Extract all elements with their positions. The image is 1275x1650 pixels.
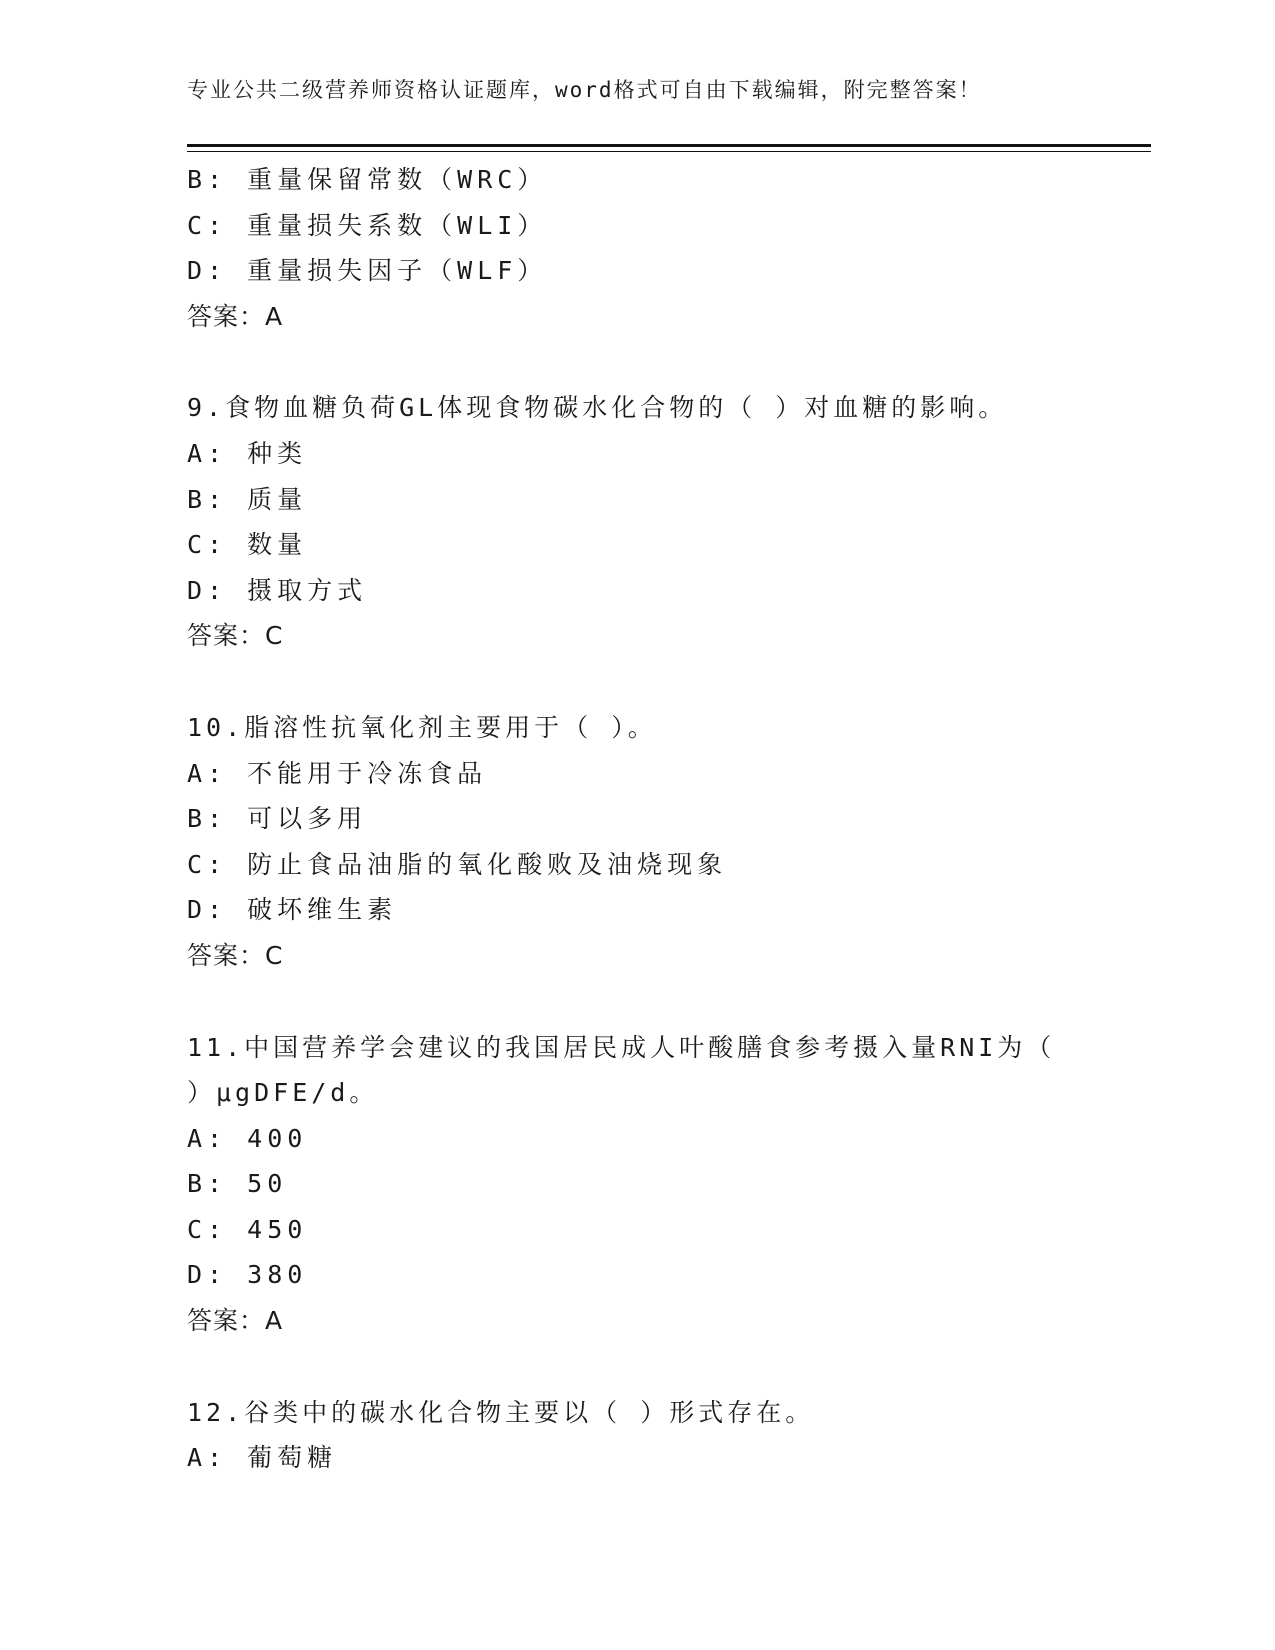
answer-line: 答案：A — [187, 1306, 284, 1336]
option-b: B: 重量保留常数（WRC） — [187, 165, 548, 194]
option-b: B: 质量 — [187, 484, 308, 514]
answer-line: 答案：C — [187, 940, 284, 970]
option-a: A: 不能用于冷冻食品 — [187, 758, 488, 788]
question-stem: 12.谷类中的碳水化合物主要以（ ）形式存在。 — [187, 1397, 815, 1427]
option-c: C: 防止食品油脂的氧化酸败及油烧现象 — [187, 849, 728, 879]
option-d: D: 破坏维生素 — [187, 895, 398, 925]
question-stem: 9.食物血糖负荷GL体现食物碳水化合物的（ ）对血糖的影响。 — [187, 393, 1008, 423]
option-b: B: 可以多用 — [187, 804, 368, 834]
option-c: C: 重量损失系数（WLI） — [187, 210, 548, 240]
option-c: C: 450 — [187, 1214, 308, 1244]
option-d: D: 380 — [187, 1260, 308, 1290]
option-d: D: 重量损失因子（WLF） — [187, 256, 548, 286]
answer-line: 答案：A — [187, 301, 284, 331]
option-a: A: 种类 — [187, 438, 308, 468]
continuation-block — [187, 157, 1151, 339]
header-rule-thick — [187, 144, 1151, 147]
question-12 — [187, 1390, 1151, 1481]
header-rule-thin — [187, 151, 1151, 152]
page-header: 专业公共二级营养师资格认证题库，word格式可自由下载编辑，附完整答案！ — [187, 78, 982, 102]
answer-line: 答案：C — [187, 621, 284, 651]
question-9 — [187, 385, 1151, 659]
option-b: B: 50 — [187, 1169, 288, 1199]
question-11 — [187, 1025, 1151, 1344]
question-stem: 10.脂溶性抗氧化剂主要用于（ ）。 — [187, 712, 657, 742]
option-a: A: 400 — [187, 1123, 308, 1153]
question-stem: 11.中国营养学会建议的我国居民成人叶酸膳食参考摄入量RNI为（ — [187, 1032, 1056, 1062]
question-stem-continued: ）μgDFE/d。 — [187, 1078, 379, 1108]
option-d: D: 摄取方式 — [187, 575, 368, 605]
question-list — [187, 157, 1151, 1481]
question-10 — [187, 705, 1151, 979]
option-a: A: 葡萄糖 — [187, 1443, 338, 1473]
option-c: C: 数量 — [187, 530, 308, 560]
